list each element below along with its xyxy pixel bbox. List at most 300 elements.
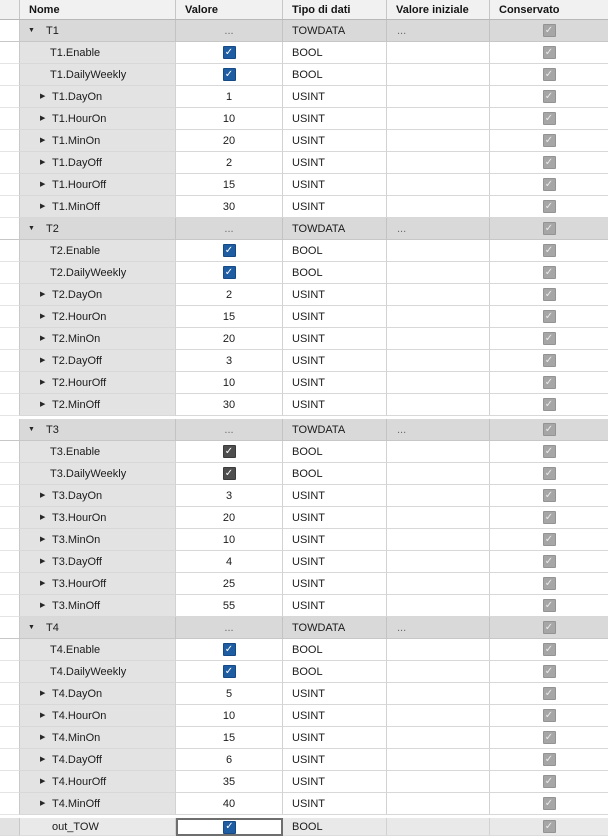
- collapse-icon[interactable]: ▼: [28, 426, 35, 433]
- retained-checkbox-checked: ✓: [543, 156, 556, 169]
- name-cell[interactable]: [20, 350, 176, 372]
- initial-value-cell: [387, 350, 490, 372]
- value-cell[interactable]: [176, 441, 283, 463]
- value-cell[interactable]: [176, 573, 283, 595]
- value-text: 30: [222, 398, 236, 411]
- datatype-cell: USINT: [283, 86, 387, 108]
- variable-name: T3.DayOn: [52, 489, 103, 502]
- initial-value-cell: [387, 683, 490, 705]
- value-text: 30: [222, 200, 236, 213]
- row-margin-cell: [0, 771, 20, 793]
- table-row: [0, 64, 608, 86]
- initial-value-cell: [387, 507, 490, 529]
- initial-value-cell: [387, 196, 490, 218]
- table-row: [0, 507, 608, 529]
- initial-value-cell: [387, 749, 490, 771]
- retained-checkbox-checked: ✓: [543, 621, 556, 634]
- retained-cell: [490, 441, 608, 463]
- datatype-cell: BOOL: [283, 441, 387, 463]
- initial-value-cell: [387, 661, 490, 683]
- name-cell[interactable]: [20, 218, 176, 240]
- name-cell[interactable]: [20, 727, 176, 749]
- table-row: [0, 218, 608, 240]
- variable-name: T3.MinOn: [52, 533, 101, 546]
- value-cell[interactable]: [176, 218, 283, 240]
- datatype-cell: USINT: [283, 771, 387, 793]
- retained-checkbox-checked: ✓: [543, 68, 556, 81]
- datatype-cell: USINT: [283, 130, 387, 152]
- initial-value-cell: [387, 793, 490, 815]
- name-cell[interactable]: [20, 818, 176, 836]
- expand-icon[interactable]: ▶: [40, 734, 46, 741]
- column-header-valore[interactable]: [176, 0, 283, 19]
- retained-checkbox-checked: ✓: [543, 797, 556, 810]
- initial-value-cell: [387, 485, 490, 507]
- table-row: [0, 86, 608, 108]
- collapse-icon[interactable]: ▼: [28, 624, 35, 631]
- retained-cell: [490, 152, 608, 174]
- name-cell[interactable]: [20, 573, 176, 595]
- value-cell[interactable]: [176, 86, 283, 108]
- value-cell[interactable]: [176, 350, 283, 372]
- table-row: [0, 727, 608, 749]
- expand-icon[interactable]: ▶: [40, 379, 46, 386]
- retained-checkbox-checked: ✓: [543, 266, 556, 279]
- column-header-tipo-di-dati[interactable]: [283, 0, 387, 19]
- value-cell[interactable]: [176, 507, 283, 529]
- datatype-cell: USINT: [283, 595, 387, 617]
- expand-icon[interactable]: ▶: [40, 514, 46, 521]
- value-checkbox-checked[interactable]: ✓: [223, 821, 236, 834]
- value-cell[interactable]: [176, 771, 283, 793]
- initial-value-cell: [387, 240, 490, 262]
- initial-value-cell: [387, 727, 490, 749]
- datatype-cell: USINT: [283, 793, 387, 815]
- datatype-cell: USINT: [283, 152, 387, 174]
- initial-value-cell: [387, 818, 490, 836]
- column-header-label: Nome: [29, 3, 60, 16]
- expand-icon[interactable]: ▶: [40, 602, 46, 609]
- value-text: 1: [225, 90, 233, 103]
- value-cell[interactable]: [176, 130, 283, 152]
- initial-value-cell: [387, 394, 490, 416]
- datatype-cell: BOOL: [283, 463, 387, 485]
- row-margin-cell: [0, 661, 20, 683]
- expand-icon[interactable]: ▶: [40, 335, 46, 342]
- retained-checkbox-checked: ✓: [543, 46, 556, 59]
- name-cell[interactable]: [20, 507, 176, 529]
- retained-checkbox-checked: ✓: [543, 599, 556, 612]
- retained-checkbox-checked: ✓: [543, 731, 556, 744]
- expand-icon[interactable]: ▶: [40, 357, 46, 364]
- value-cell[interactable]: [176, 20, 283, 42]
- value-cell[interactable]: [176, 617, 283, 639]
- variable-name: T3.HourOn: [52, 511, 107, 524]
- value-cell[interactable]: [176, 42, 283, 64]
- expand-icon[interactable]: ▶: [40, 313, 46, 320]
- value-text: 55: [222, 599, 236, 612]
- table-row: [0, 306, 608, 328]
- name-cell[interactable]: [20, 174, 176, 196]
- name-cell[interactable]: [20, 639, 176, 661]
- value-text: 10: [222, 112, 236, 125]
- expand-icon[interactable]: ▶: [40, 159, 46, 166]
- row-margin-cell: [0, 617, 20, 639]
- table-row: [0, 818, 608, 836]
- row-margin-cell: [0, 727, 20, 749]
- value-cell[interactable]: [176, 639, 283, 661]
- retained-checkbox-checked: ✓: [543, 134, 556, 147]
- expand-icon[interactable]: ▶: [40, 93, 46, 100]
- expand-icon[interactable]: ▶: [40, 778, 46, 785]
- retained-checkbox-checked: ✓: [543, 753, 556, 766]
- row-margin-cell: [0, 372, 20, 394]
- header-margin-cell: [0, 0, 20, 19]
- retained-checkbox-checked: ✓: [543, 398, 556, 411]
- datatype-cell: USINT: [283, 328, 387, 350]
- name-cell[interactable]: [20, 372, 176, 394]
- name-cell[interactable]: [20, 240, 176, 262]
- table-row: [0, 419, 608, 441]
- name-cell[interactable]: [20, 771, 176, 793]
- row-margin-cell: [0, 441, 20, 463]
- retained-cell: [490, 350, 608, 372]
- initial-value-cell: [387, 705, 490, 727]
- name-cell[interactable]: [20, 529, 176, 551]
- value-text: ...: [224, 222, 234, 235]
- name-cell[interactable]: [20, 284, 176, 306]
- retained-cell: [490, 419, 608, 441]
- value-text: 25: [222, 577, 236, 590]
- expand-icon[interactable]: ▶: [40, 291, 46, 298]
- expand-icon[interactable]: ▶: [40, 712, 46, 719]
- name-cell[interactable]: [20, 328, 176, 350]
- row-margin-cell: [0, 152, 20, 174]
- datatype-cell: USINT: [283, 350, 387, 372]
- retained-cell: [490, 262, 608, 284]
- value-cell[interactable]: [176, 262, 283, 284]
- value-cell[interactable]: [176, 394, 283, 416]
- variable-name: T3.Enable: [50, 445, 101, 458]
- datatype-cell: BOOL: [283, 240, 387, 262]
- value-cell[interactable]: [176, 240, 283, 262]
- table-row: [0, 20, 608, 42]
- collapse-icon[interactable]: ▼: [28, 225, 35, 232]
- initial-value-cell: [387, 529, 490, 551]
- datatype-cell: USINT: [283, 485, 387, 507]
- table-body: [0, 20, 608, 836]
- value-text: ...: [224, 24, 234, 37]
- datatype-cell: BOOL: [283, 262, 387, 284]
- table-row: [0, 683, 608, 705]
- name-cell[interactable]: [20, 64, 176, 86]
- row-margin-cell: [0, 793, 20, 815]
- name-cell[interactable]: [20, 595, 176, 617]
- variable-name: T1.Enable: [50, 46, 101, 59]
- table-row: [0, 485, 608, 507]
- row-margin-cell: [0, 595, 20, 617]
- value-cell[interactable]: [176, 284, 283, 306]
- name-cell[interactable]: [20, 394, 176, 416]
- datatype-cell: USINT: [283, 196, 387, 218]
- variable-name: T4.DayOff: [52, 753, 102, 766]
- retained-cell: [490, 818, 608, 836]
- retained-cell: [490, 108, 608, 130]
- variable-name: T1: [46, 24, 59, 37]
- table-row: [0, 108, 608, 130]
- value-text: ...: [224, 423, 234, 436]
- value-cell[interactable]: [176, 529, 283, 551]
- row-margin-cell: [0, 240, 20, 262]
- datatype-cell: BOOL: [283, 639, 387, 661]
- expand-icon[interactable]: ▶: [40, 203, 46, 210]
- variable-name: T1.MinOn: [52, 134, 101, 147]
- name-cell[interactable]: [20, 793, 176, 815]
- value-checkbox-checked[interactable]: ✓: [223, 665, 236, 678]
- value-checkbox-checked[interactable]: ✓: [223, 643, 236, 656]
- column-header-conservato[interactable]: [490, 0, 608, 19]
- row-margin-cell: [0, 262, 20, 284]
- value-cell[interactable]: [176, 419, 283, 441]
- value-cell[interactable]: [176, 683, 283, 705]
- retained-cell: [490, 727, 608, 749]
- datatype-cell: USINT: [283, 683, 387, 705]
- value-cell[interactable]: [176, 64, 283, 86]
- table-row: [0, 793, 608, 815]
- name-cell[interactable]: [20, 463, 176, 485]
- datatype-cell: TOWDATA: [283, 617, 387, 639]
- datatype-cell: BOOL: [283, 818, 387, 836]
- expand-icon[interactable]: ▶: [40, 536, 46, 543]
- expand-icon[interactable]: ▶: [40, 492, 46, 499]
- name-cell[interactable]: [20, 86, 176, 108]
- name-cell[interactable]: [20, 683, 176, 705]
- name-cell[interactable]: [20, 42, 176, 64]
- column-header-label: Conservato: [499, 3, 560, 16]
- retained-cell: [490, 595, 608, 617]
- row-margin-cell: [0, 749, 20, 771]
- datatype-cell: USINT: [283, 174, 387, 196]
- retained-checkbox-checked: ✓: [543, 445, 556, 458]
- initial-value-cell: ...: [387, 20, 490, 42]
- row-margin-cell: [0, 64, 20, 86]
- name-cell[interactable]: [20, 705, 176, 727]
- datatype-cell: USINT: [283, 372, 387, 394]
- value-checkbox-checked[interactable]: ✓: [223, 46, 236, 59]
- row-margin-cell: [0, 507, 20, 529]
- name-cell[interactable]: [20, 749, 176, 771]
- initial-value-cell: [387, 306, 490, 328]
- retained-checkbox-checked: ✓: [543, 24, 556, 37]
- name-cell[interactable]: [20, 441, 176, 463]
- expand-icon[interactable]: ▶: [40, 756, 46, 763]
- retained-checkbox-checked: ✓: [543, 533, 556, 546]
- initial-value-cell: [387, 284, 490, 306]
- table-row: [0, 152, 608, 174]
- expand-icon[interactable]: ▶: [40, 690, 46, 697]
- value-text: ...: [224, 621, 234, 634]
- retained-cell: [490, 771, 608, 793]
- value-cell[interactable]: [176, 306, 283, 328]
- retained-cell: [490, 661, 608, 683]
- datatype-cell: BOOL: [283, 661, 387, 683]
- datatype-cell: USINT: [283, 749, 387, 771]
- datatype-cell: TOWDATA: [283, 419, 387, 441]
- variable-name: T2.HourOff: [52, 376, 107, 389]
- table-row: [0, 551, 608, 573]
- value-text: 10: [222, 533, 236, 546]
- retained-cell: [490, 64, 608, 86]
- name-cell[interactable]: [20, 419, 176, 441]
- retained-checkbox-checked: ✓: [543, 467, 556, 480]
- value-text: 15: [222, 310, 236, 323]
- variable-name: T4.HourOn: [52, 709, 107, 722]
- value-cell[interactable]: [176, 196, 283, 218]
- value-checkbox-checked[interactable]: ✓: [223, 467, 236, 480]
- collapse-icon[interactable]: ▼: [28, 27, 35, 34]
- name-cell[interactable]: [20, 130, 176, 152]
- retained-checkbox-checked: ✓: [543, 643, 556, 656]
- value-text: 20: [222, 134, 236, 147]
- retained-checkbox-checked: ✓: [543, 90, 556, 103]
- retained-cell: [490, 174, 608, 196]
- row-margin-cell: [0, 394, 20, 416]
- variable-name: T2.DayOn: [52, 288, 103, 301]
- row-margin-cell: [0, 350, 20, 372]
- name-cell[interactable]: [20, 617, 176, 639]
- name-cell[interactable]: [20, 196, 176, 218]
- retained-checkbox-checked: ✓: [543, 820, 556, 833]
- value-cell[interactable]: [176, 152, 283, 174]
- table-row: [0, 705, 608, 727]
- table-row: [0, 463, 608, 485]
- variable-name: T1.MinOff: [52, 200, 101, 213]
- name-cell[interactable]: [20, 485, 176, 507]
- name-cell[interactable]: [20, 306, 176, 328]
- expand-icon[interactable]: ▶: [40, 401, 46, 408]
- table-row: [0, 595, 608, 617]
- variable-name: T4.MinOff: [52, 797, 101, 810]
- retained-checkbox-checked: ✓: [543, 288, 556, 301]
- table-row: [0, 639, 608, 661]
- name-cell[interactable]: [20, 20, 176, 42]
- table-row: [0, 661, 608, 683]
- value-text: 20: [222, 511, 236, 524]
- initial-value-cell: [387, 174, 490, 196]
- retained-checkbox-checked: ✓: [543, 709, 556, 722]
- value-cell[interactable]: [176, 705, 283, 727]
- variable-name: T3.DayOff: [52, 555, 102, 568]
- name-cell[interactable]: [20, 262, 176, 284]
- variable-name: T2.HourOn: [52, 310, 107, 323]
- table-row: [0, 262, 608, 284]
- retained-checkbox-checked: ✓: [543, 332, 556, 345]
- table-row: [0, 529, 608, 551]
- retained-cell: [490, 372, 608, 394]
- column-header-nome[interactable]: [20, 0, 176, 19]
- row-margin-cell: [0, 174, 20, 196]
- retained-cell: [490, 705, 608, 727]
- variable-name: T1.DayOn: [52, 90, 103, 103]
- datatype-cell: USINT: [283, 573, 387, 595]
- table-row: [0, 372, 608, 394]
- table-row: [0, 42, 608, 64]
- name-cell[interactable]: [20, 152, 176, 174]
- initial-value-cell: [387, 262, 490, 284]
- retained-checkbox-checked: ✓: [543, 665, 556, 678]
- value-checkbox-checked[interactable]: ✓: [223, 244, 236, 257]
- expand-icon[interactable]: ▶: [40, 137, 46, 144]
- variable-name: T4.MinOn: [52, 731, 101, 744]
- name-cell[interactable]: [20, 551, 176, 573]
- expand-icon[interactable]: ▶: [40, 558, 46, 565]
- row-margin-cell: [0, 485, 20, 507]
- value-cell[interactable]: [176, 372, 283, 394]
- value-cell[interactable]: [176, 661, 283, 683]
- value-text: 5: [225, 687, 233, 700]
- retained-cell: [490, 551, 608, 573]
- value-cell[interactable]: [176, 595, 283, 617]
- retained-cell: [490, 130, 608, 152]
- value-cell[interactable]: [176, 793, 283, 815]
- table-row: [0, 617, 608, 639]
- expand-icon[interactable]: ▶: [40, 115, 46, 122]
- table-row: [0, 350, 608, 372]
- retained-cell: [490, 218, 608, 240]
- retained-cell: [490, 529, 608, 551]
- datatype-cell: BOOL: [283, 64, 387, 86]
- initial-value-cell: [387, 441, 490, 463]
- retained-checkbox-checked: ✓: [543, 511, 556, 524]
- initial-value-cell: [387, 108, 490, 130]
- value-cell[interactable]: [176, 485, 283, 507]
- row-margin-cell: [0, 573, 20, 595]
- table-row: [0, 284, 608, 306]
- value-cell[interactable]: [176, 551, 283, 573]
- retained-cell: [490, 683, 608, 705]
- name-cell[interactable]: [20, 108, 176, 130]
- value-checkbox-checked[interactable]: ✓: [223, 68, 236, 81]
- expand-icon[interactable]: ▶: [40, 580, 46, 587]
- table-header-row: [0, 0, 608, 20]
- retained-cell: [490, 463, 608, 485]
- value-checkbox-checked[interactable]: ✓: [223, 266, 236, 279]
- variable-name: T2.DayOff: [52, 354, 102, 367]
- retained-checkbox-checked: ✓: [543, 112, 556, 125]
- retained-cell: [490, 573, 608, 595]
- name-cell[interactable]: [20, 661, 176, 683]
- value-cell[interactable]: [176, 818, 283, 836]
- expand-icon[interactable]: ▶: [40, 181, 46, 188]
- expand-icon[interactable]: ▶: [40, 800, 46, 807]
- datatype-cell: USINT: [283, 284, 387, 306]
- table-row: [0, 196, 608, 218]
- row-margin-cell: [0, 639, 20, 661]
- table-row: [0, 394, 608, 416]
- value-cell[interactable]: [176, 727, 283, 749]
- row-margin-cell: [0, 306, 20, 328]
- retained-checkbox-checked: ✓: [543, 376, 556, 389]
- datatype-cell: USINT: [283, 394, 387, 416]
- value-cell[interactable]: [176, 328, 283, 350]
- column-header-valore-iniziale[interactable]: [387, 0, 490, 19]
- value-cell[interactable]: [176, 174, 283, 196]
- value-cell[interactable]: [176, 749, 283, 771]
- value-cell[interactable]: [176, 108, 283, 130]
- variable-name: T3.DailyWeekly: [50, 467, 127, 480]
- value-checkbox-checked[interactable]: ✓: [223, 445, 236, 458]
- value-cell[interactable]: [176, 463, 283, 485]
